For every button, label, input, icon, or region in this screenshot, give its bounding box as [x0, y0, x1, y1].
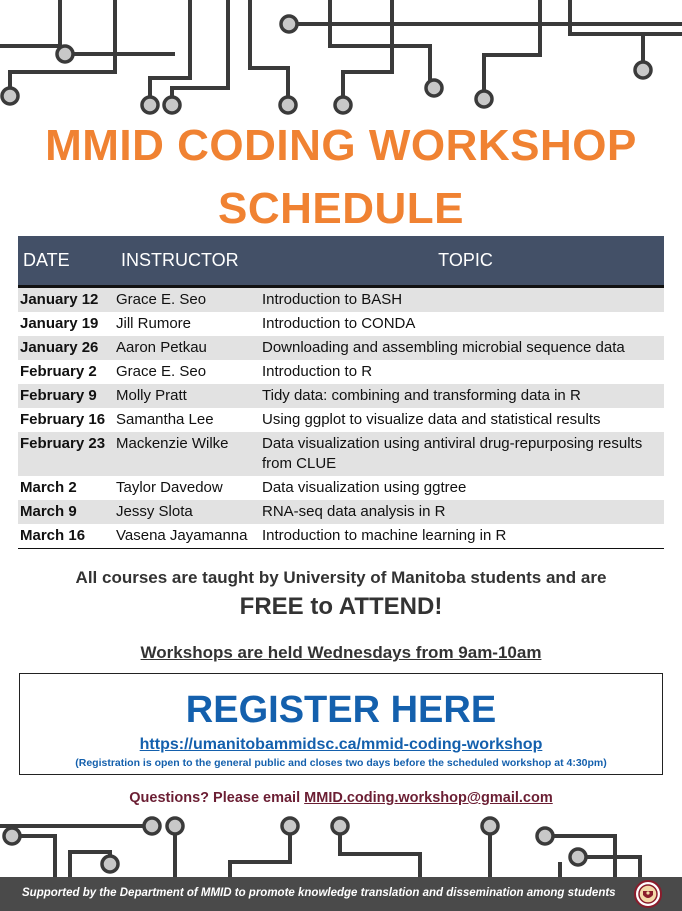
row-date: January 19 — [20, 315, 99, 332]
header-instructor: INSTRUCTOR — [116, 236, 262, 287]
schedule-table — [18, 236, 664, 549]
register-link[interactable]: https://umanitobammidsc.ca/mmid-coding-workshop — [139, 736, 543, 753]
row-topic: Introduction to R — [262, 363, 373, 380]
table-row — [18, 360, 664, 384]
header-date: DATE — [18, 236, 116, 287]
header-topic: TOPIC — [262, 236, 664, 287]
circuit-decoration-top — [0, 0, 682, 118]
row-date: February 9 — [18, 384, 116, 408]
table-row — [18, 312, 664, 336]
table-row — [18, 476, 664, 500]
row-date: January 26 — [18, 336, 116, 360]
schedule-time-note: Workshops are held Wednesdays from 9am-10am — [140, 643, 542, 662]
row-instructor: Vasena Jayamanna — [116, 524, 262, 549]
row-date: March 9 — [18, 500, 116, 524]
table-row — [18, 336, 664, 360]
title-line-1: MMID CODING WORKSHOP — [45, 121, 637, 170]
row-topic: Tidy data: combining and transforming data in R — [262, 384, 664, 408]
row-instructor: Jessy Slota — [116, 500, 262, 524]
title-line-2: SCHEDULE — [217, 184, 465, 233]
register-heading: REGISTER HERE — [185, 689, 497, 731]
row-instructor: Grace E. Seo — [116, 363, 207, 380]
university-seal-icon — [634, 880, 662, 908]
taught-by-note: All courses are taught by University of Manitoba students and are — [75, 568, 607, 587]
row-topic: Introduction to BASH — [262, 287, 664, 313]
row-instructor: Molly Pratt — [116, 384, 262, 408]
table-row — [18, 408, 664, 432]
table-row — [18, 432, 664, 476]
footer-support-text: Supported by the Department of MMID to promote knowledge translation and dissemination among students — [22, 887, 616, 899]
row-instructor: Grace E. Seo — [116, 287, 262, 313]
registration-note: (Registration is open to the general public and closes two days before the scheduled workshop at 4:30pm) — [75, 757, 607, 769]
row-date: January 12 — [18, 287, 116, 313]
row-instructor: Mackenzie Wilke — [116, 432, 262, 476]
table-row — [18, 524, 664, 549]
row-topic: Data visualization using ggtree — [262, 479, 467, 496]
row-instructor: Samantha Lee — [116, 411, 214, 428]
free-to-attend-note: FREE to ATTEND! — [239, 593, 443, 620]
row-topic: RNA-seq data analysis in R — [262, 500, 664, 524]
footer-bar — [0, 877, 682, 911]
row-date: February 16 — [20, 411, 106, 428]
table-row — [18, 287, 664, 313]
row-topic: Data visualization using antiviral drug-repurposing results from CLUE — [262, 432, 664, 476]
questions-line — [0, 790, 682, 806]
row-date: February 23 — [18, 432, 116, 476]
row-topic: Introduction to CONDA — [262, 315, 416, 332]
row-date: March 2 — [20, 479, 77, 496]
row-topic: Using ggplot to visualize data and statistical results — [262, 411, 601, 428]
questions-prefix: Questions? Please email — [129, 790, 305, 806]
row-instructor: Taylor Davedow — [116, 479, 223, 496]
row-topic: Introduction to machine learning in R — [262, 524, 664, 549]
row-topic: Downloading and assembling microbial sequence data — [262, 336, 664, 360]
contact-email-link[interactable]: MMID.coding.workshop@gmail.com — [304, 790, 553, 806]
table-row — [18, 500, 664, 524]
row-date: February 2 — [20, 363, 97, 380]
row-instructor: Jill Rumore — [116, 315, 192, 332]
table-header-row — [18, 236, 664, 287]
table-row — [18, 384, 664, 408]
circuit-decoration-bottom — [0, 812, 682, 877]
register-box — [19, 673, 663, 775]
row-date: March 16 — [18, 524, 116, 549]
row-instructor: Aaron Petkau — [116, 336, 262, 360]
